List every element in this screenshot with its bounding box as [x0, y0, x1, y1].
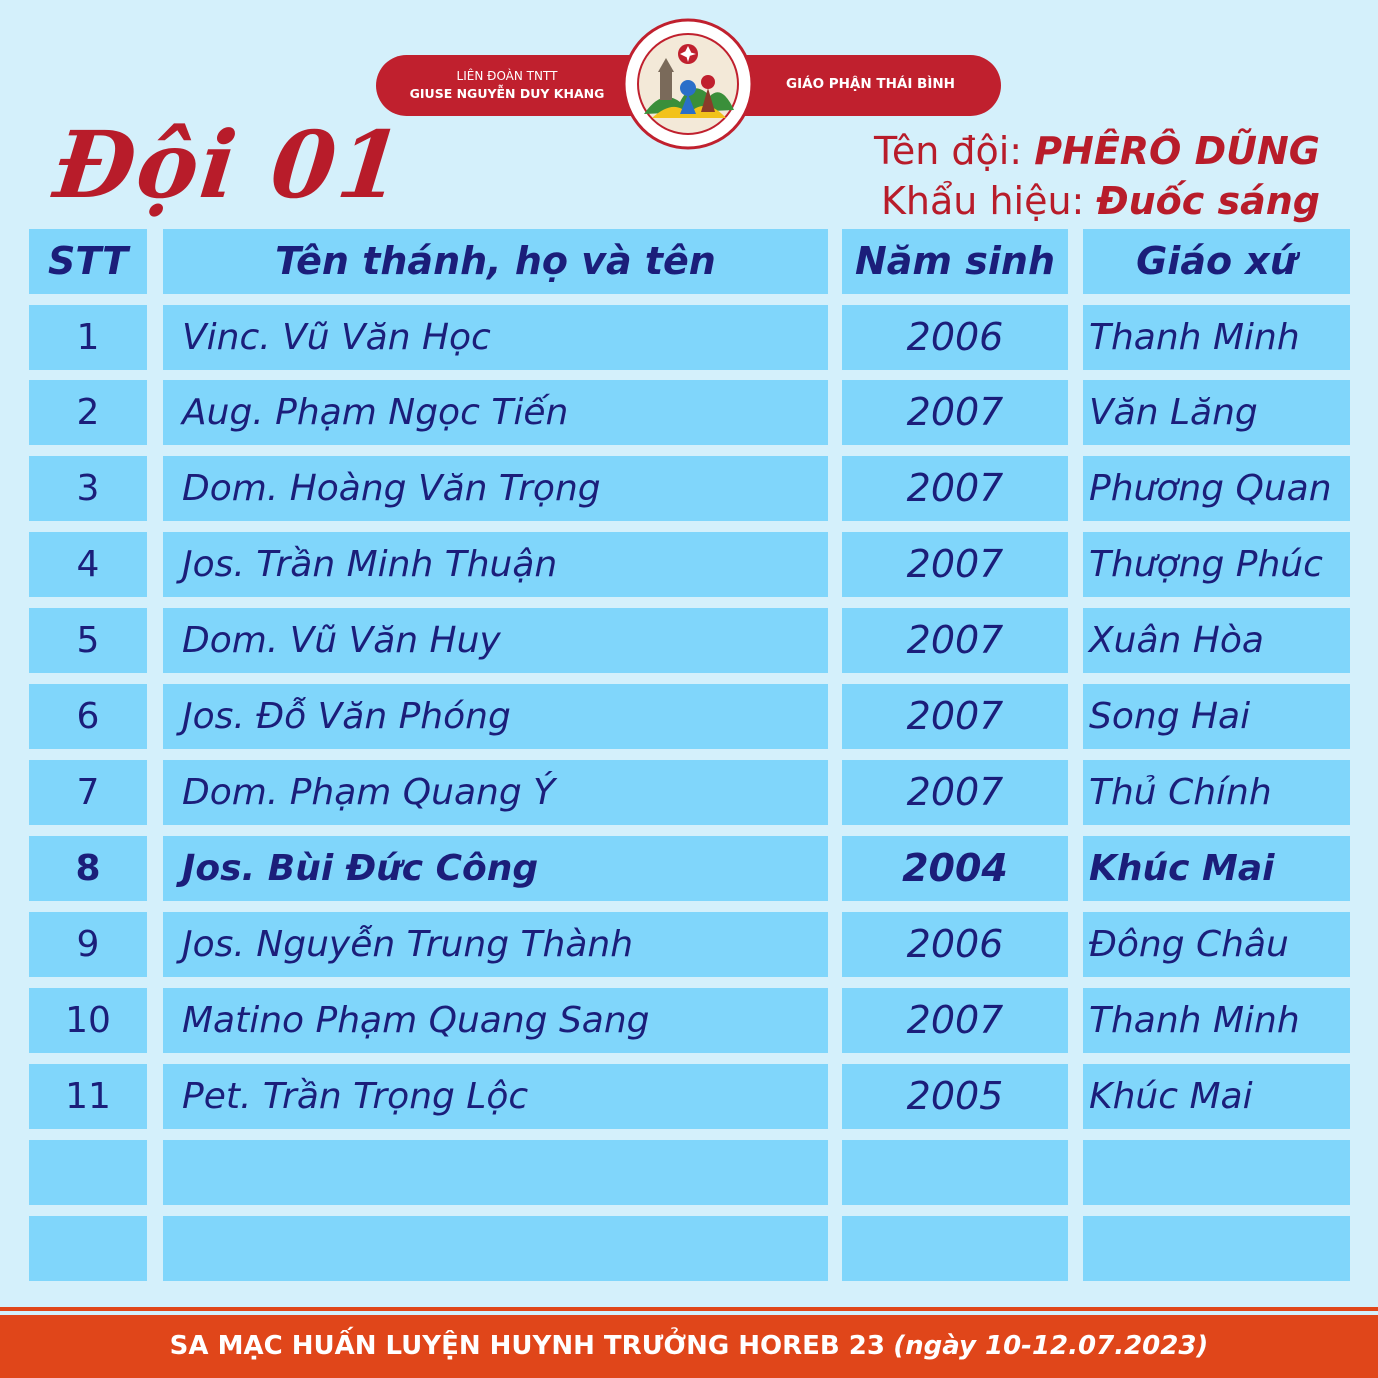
cell-parish: Đông Châu	[1083, 912, 1350, 977]
cell-parish	[1083, 1140, 1350, 1205]
cell-parish: Thanh Minh	[1083, 305, 1350, 370]
cell-stt	[29, 1140, 147, 1205]
cell-stt	[29, 1216, 147, 1281]
cell-parish: Phương Quan	[1083, 456, 1350, 521]
banner-left-line2: GIUSE NGUYỄN DUY KHANG	[409, 86, 605, 101]
cell-year: 2006	[842, 305, 1068, 370]
cell-name: Aug. Phạm Ngọc Tiến	[163, 380, 828, 445]
header-year: Năm sinh	[842, 229, 1068, 294]
cell-parish: Song Hai	[1083, 684, 1350, 749]
banner-left-line1: LIÊN ĐOÀN TNTT	[456, 69, 558, 83]
cell-parish: Thanh Minh	[1083, 988, 1350, 1053]
cell-name: Jos. Trần Minh Thuận	[163, 532, 828, 597]
header-parish: Giáo xứ	[1083, 229, 1350, 294]
footer-divider	[0, 1307, 1378, 1311]
team-name-line	[874, 126, 1320, 176]
cell-year: 2007	[842, 684, 1068, 749]
logo-emblem-icon	[622, 18, 754, 150]
team-motto-label: Khẩu hiệu:	[881, 179, 1085, 223]
cell-stt: 10	[29, 988, 147, 1053]
cell-name: Dom. Hoàng Văn Trọng	[163, 456, 828, 521]
cell-name: Jos. Bùi Đức Công	[163, 836, 828, 901]
footer-bar	[0, 1315, 1378, 1378]
cell-stt: 2	[29, 380, 147, 445]
team-info	[874, 126, 1320, 226]
cell-stt: 11	[29, 1064, 147, 1129]
cell-year: 2007	[842, 988, 1068, 1053]
banner-left-text	[376, 68, 638, 102]
cell-stt: 3	[29, 456, 147, 521]
cell-year: 2007	[842, 760, 1068, 825]
cell-year	[842, 1140, 1068, 1205]
cell-stt: 1	[29, 305, 147, 370]
cell-name: Dom. Vũ Văn Huy	[163, 608, 828, 673]
cell-year: 2007	[842, 608, 1068, 673]
cell-parish: Thượng Phúc	[1083, 532, 1350, 597]
cell-parish: Xuân Hòa	[1083, 608, 1350, 673]
cell-parish: Thủ Chính	[1083, 760, 1350, 825]
cell-year: 2004	[842, 836, 1068, 901]
cell-stt: 5	[29, 608, 147, 673]
cell-name: Jos. Đỗ Văn Phóng	[163, 684, 828, 749]
team-motto-line	[874, 176, 1320, 226]
cell-name	[163, 1140, 828, 1205]
footer-event-title: SA MẠC HUẤN LUYỆN HUYNH TRƯỞNG HOREB 23	[169, 1331, 885, 1361]
cell-parish: Văn Lăng	[1083, 380, 1350, 445]
organization-logo	[622, 18, 754, 150]
cell-stt: 7	[29, 760, 147, 825]
team-title: Đội 01	[49, 111, 410, 219]
cell-year: 2007	[842, 380, 1068, 445]
cell-year	[842, 1216, 1068, 1281]
cell-parish: Khúc Mai	[1083, 1064, 1350, 1129]
banner-right-text: GIÁO PHẬN THÁI BÌNH	[786, 76, 955, 92]
cell-stt: 6	[29, 684, 147, 749]
cell-stt: 4	[29, 532, 147, 597]
cell-name: Dom. Phạm Quang Ý	[163, 760, 828, 825]
cell-year: 2006	[842, 912, 1068, 977]
cell-name	[163, 1216, 828, 1281]
team-name-value: PHÊRÔ DŨNG	[1034, 129, 1320, 173]
cell-parish: Khúc Mai	[1083, 836, 1350, 901]
cell-year: 2007	[842, 456, 1068, 521]
cell-name: Jos. Nguyễn Trung Thành	[163, 912, 828, 977]
cell-parish	[1083, 1216, 1350, 1281]
cell-stt: 8	[29, 836, 147, 901]
header-name: Tên thánh, họ và tên	[163, 229, 828, 294]
cell-year: 2007	[842, 532, 1068, 597]
cell-name: Vinc. Vũ Văn Học	[163, 305, 828, 370]
header-stt: STT	[29, 229, 147, 294]
footer-event-date: (ngày 10-12.07.2023)	[893, 1331, 1209, 1361]
cell-name: Pet. Trần Trọng Lộc	[163, 1064, 828, 1129]
cell-stt: 9	[29, 912, 147, 977]
team-motto-value: Đuốc sáng	[1096, 179, 1320, 223]
cell-year: 2005	[842, 1064, 1068, 1129]
cell-name: Matino Phạm Quang Sang	[163, 988, 828, 1053]
team-name-label: Tên đội:	[873, 129, 1023, 173]
